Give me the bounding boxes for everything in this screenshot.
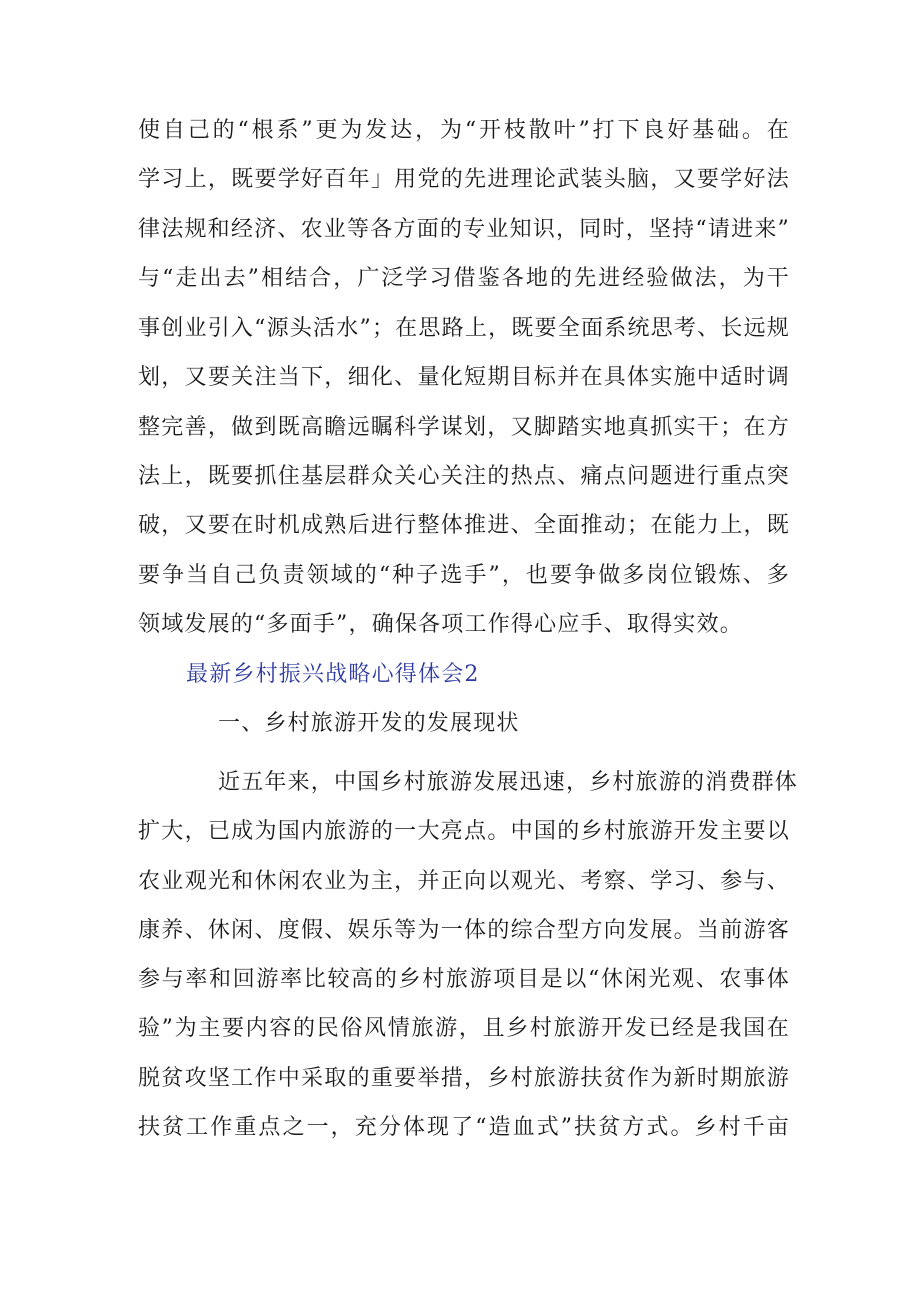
body-text-line: 验”为主要内容的民俗风情旅游，且乡村旅游开发已经是我国在: [138, 1016, 790, 1041]
body-text-line: 破，又要在时机成熟后进行整体推进、全面推动；在能力上，既: [138, 513, 790, 538]
body-text-line: 律法规和经济、农业等各方面的专业知识，同时，坚持“请进来”: [138, 217, 790, 242]
body-text-line: 脱贫攻坚工作中采取的重要举措，乡村旅游扶贫作为新时期旅游: [138, 1066, 790, 1091]
body-text-line: 扩大，已成为国内旅游的一大亮点。中国的乡村旅游开发主要以: [138, 819, 790, 844]
subsection-title: 一、乡村旅游开发的发展现状: [218, 711, 520, 736]
section-title: 最新乡村振兴战略心得体会2: [186, 662, 480, 687]
body-text-line: 划，又要关注当下，细化、量化短期目标并在具体实施中适时调: [138, 365, 790, 390]
body-text-line: 要争当自己负责领域的“种子选手”，也要争做多岗位锻炼、多: [138, 563, 790, 588]
body-text-line: 参与率和回游率比较高的乡村旅游项目是以“休闲光观、农事体: [138, 967, 790, 992]
body-text-line: 领域发展的“多面手”，确保各项工作得心应手、取得实效。: [138, 612, 743, 637]
body-text-line: 法上，既要抓住基层群众关心关注的热点、痛点问题进行重点突: [138, 464, 790, 489]
body-text-line: 农业观光和休闲农业为主，并正向以观光、考察、学习、参与、: [138, 869, 790, 894]
body-text-line: 整完善，做到既高瞻远瞩科学谋划，又脚踏实地真抓实干；在方: [138, 415, 790, 440]
body-text-line: 使自己的“根系”更为发达，为“开枝散叶”打下良好基础。在: [138, 118, 790, 143]
body-text-line: 扶贫工作重点之一，充分体现了“造血式”扶贫方式。乡村千亩: [138, 1115, 790, 1140]
body-text-line: 康养、休闲、度假、娱乐等为一体的综合型方向发展。当前游客: [138, 918, 790, 943]
body-text-line: 事创业引入“源头活水”；在思路上，既要全面系统思考、长远规: [138, 316, 790, 341]
body-text-line: 学习上，既要学好百年」用党的先进理论武装头脑，又要学好法: [138, 167, 790, 192]
body-text-line: 近五年来，中国乡村旅游发展迅速，乡村旅游的消费群体: [218, 770, 799, 795]
body-text-line: 与“走出去”相结合，广泛学习借鉴各地的先进经验做法，为干: [138, 266, 790, 291]
